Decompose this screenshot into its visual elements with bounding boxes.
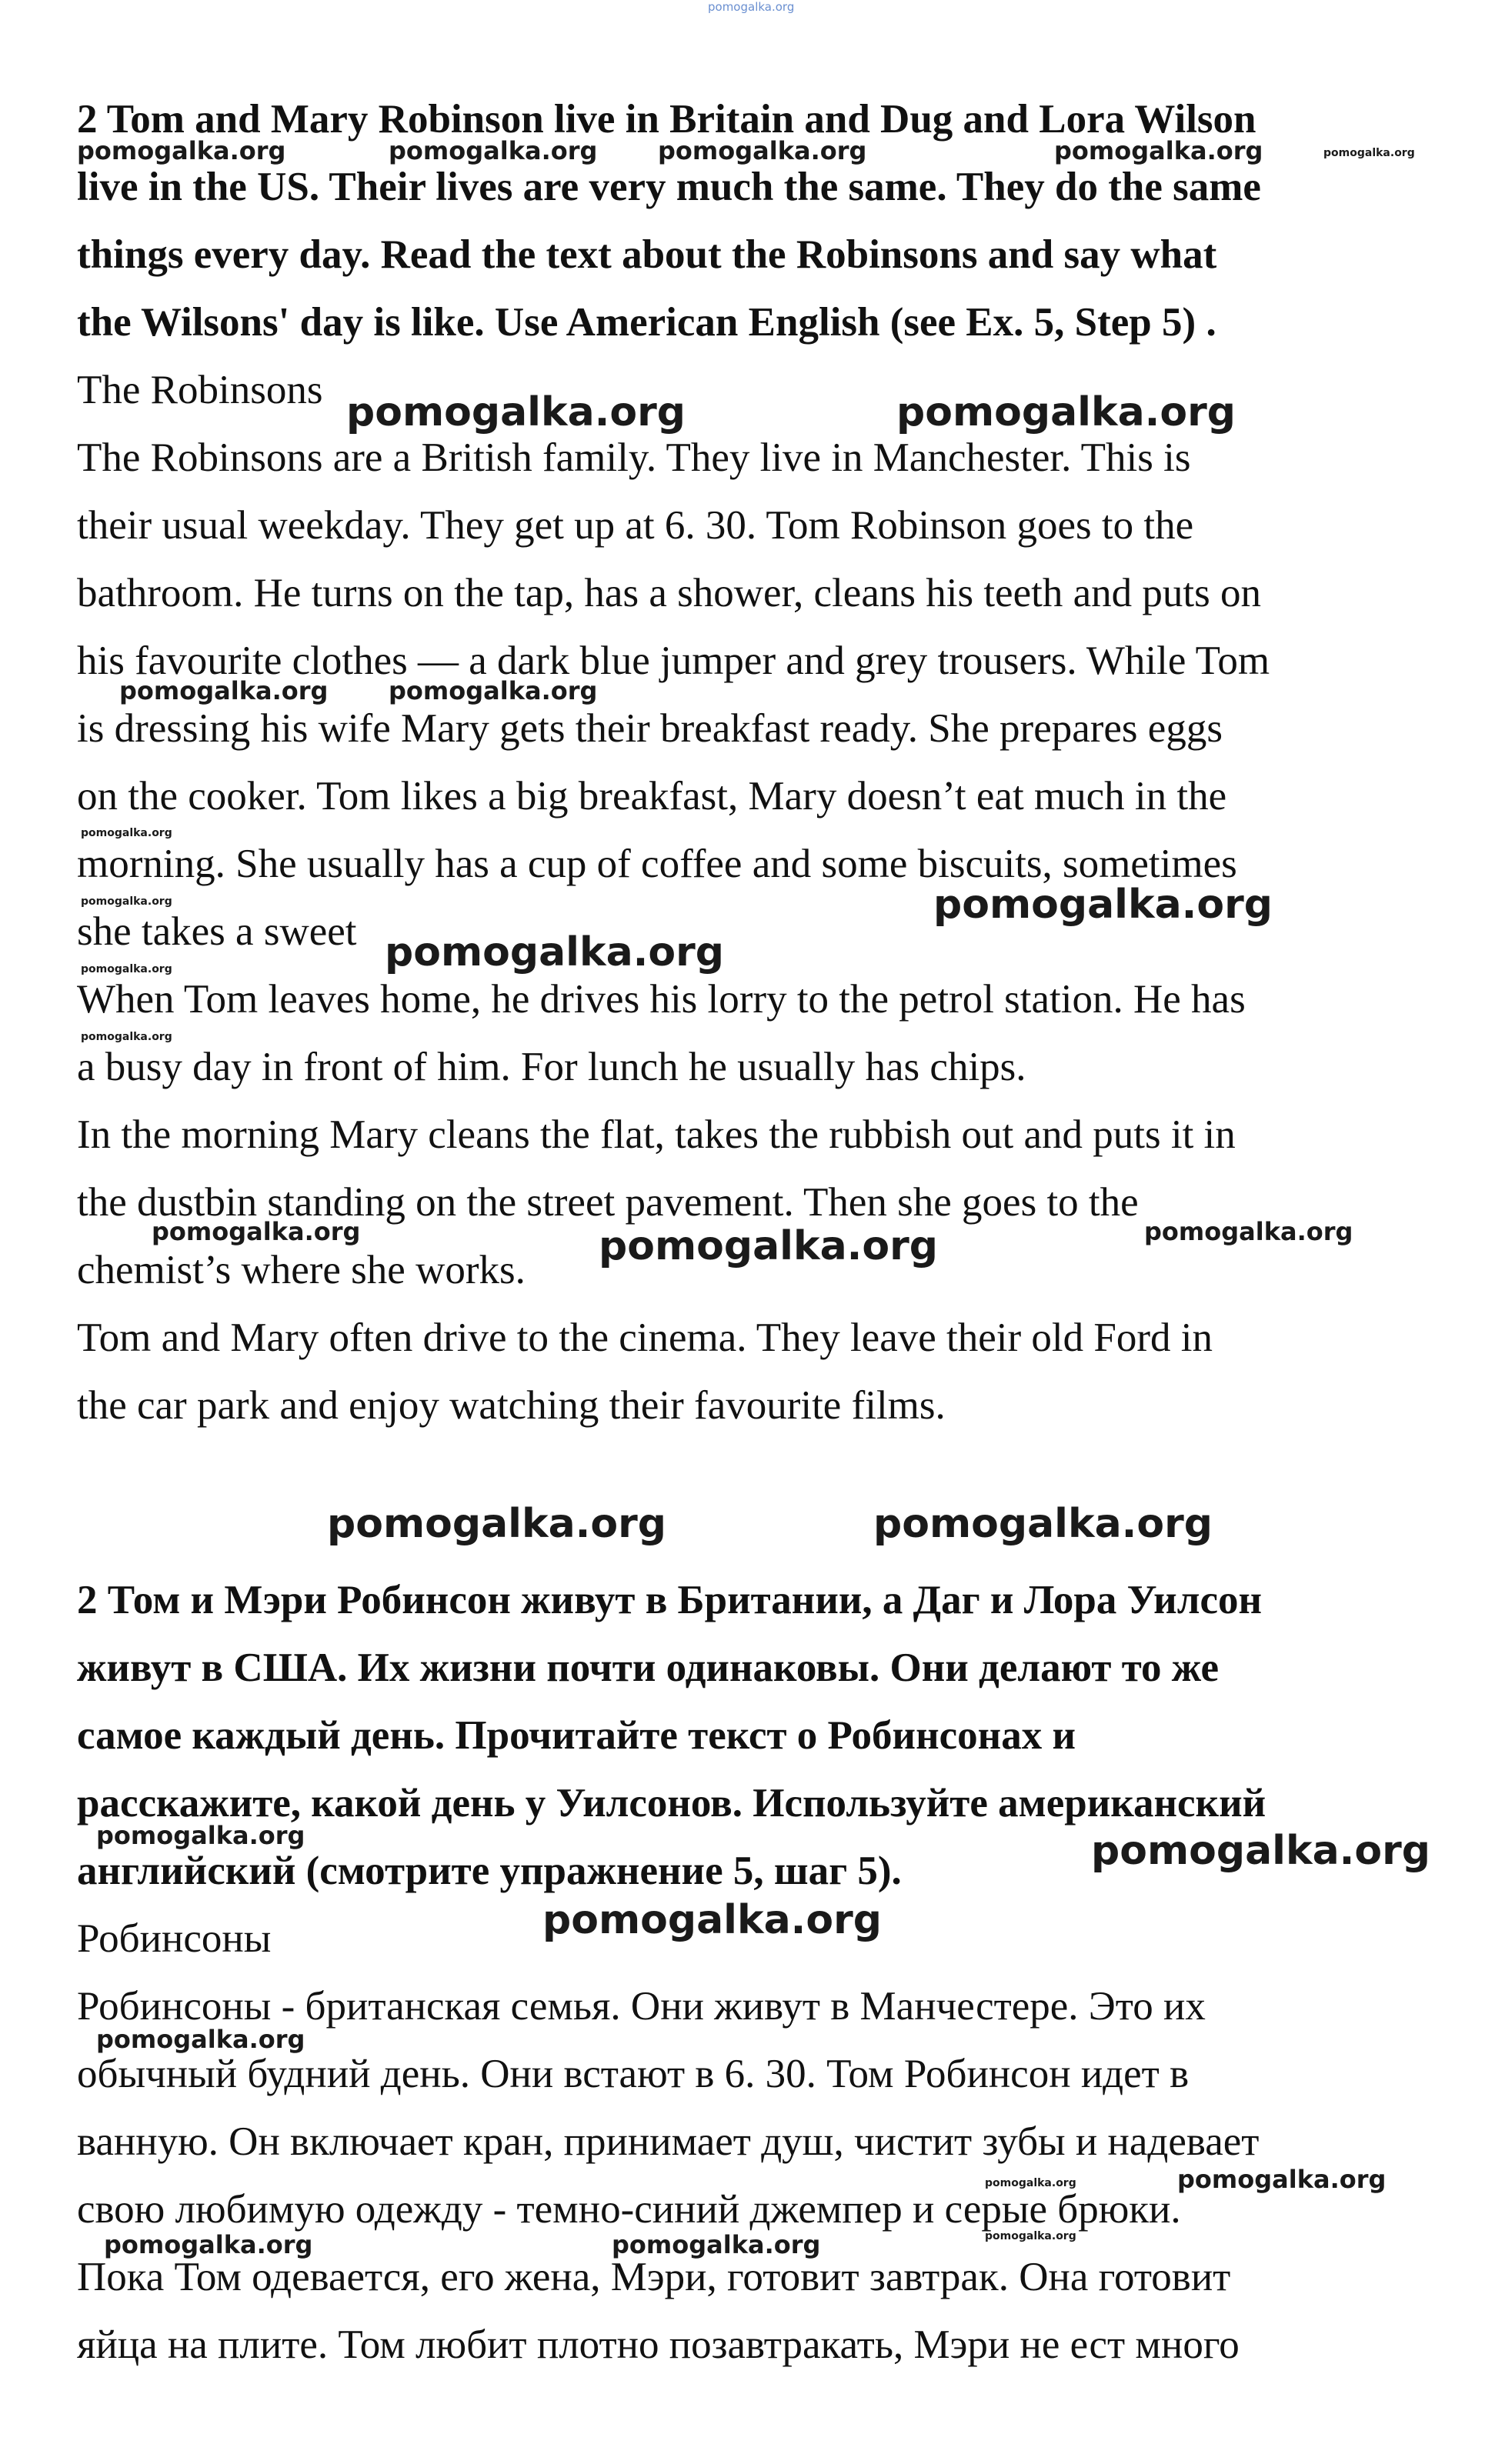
en-text-line-10: a busy day in front of him. For lunch he usually has chips.: [77, 1045, 1026, 1089]
en-text-line-7: morning. She usually has a cup of coffee and some biscuits, sometimes: [77, 842, 1237, 886]
watermark: pomogalka.org: [1091, 1828, 1431, 1874]
watermark: pomogalka.org: [389, 676, 598, 705]
ru-text-line-1: Робинсоны - британская семья. Они живут в Манчестере. Это их: [77, 1984, 1206, 2029]
watermark: pomogalka.org: [1323, 147, 1415, 159]
ru-task-line-1: 2 Том и Мэри Робинсон живут в Британии, а Даг и Лора Уилсон: [77, 1578, 1263, 1622]
en-title: The Robinsons: [77, 368, 323, 412]
watermark: pomogalka.org: [542, 1897, 883, 1943]
watermark: pomogalka.org: [1144, 1217, 1353, 1246]
ru-text-line-6: яйца на плите. Том любит плотно позавтракать, Мэри не ест много: [77, 2322, 1240, 2367]
en-text-line-12: the dustbin standing on the street pavement. Then she goes to the: [77, 1180, 1139, 1225]
en-text-line-9: When Tom leaves home, he drives his lorry to the petrol station. He has: [77, 977, 1246, 1022]
en-text-line-13: chemist’s where she works.: [77, 1248, 526, 1292]
watermark: pomogalka.org: [1177, 2165, 1387, 2194]
watermark: pomogalka.org: [612, 2230, 821, 2259]
watermark: pomogalka.org: [1054, 136, 1263, 165]
watermark: pomogalka.org: [985, 2230, 1076, 2242]
ru-task-line-5: английский (смотрите упражнение 5, шаг 5).: [77, 1849, 902, 1893]
ru-title: Робинсоны: [77, 1916, 272, 1961]
ru-text-line-5: Пока Том одевается, его жена, Мэри, готовит завтрак. Она готовит: [77, 2255, 1231, 2299]
watermark: pomogalka.org: [933, 882, 1273, 928]
watermark: pomogalka.org: [389, 136, 598, 165]
ru-task-line-4: расскажите, какой день у Уилсонов. Используйте американский: [77, 1781, 1266, 1825]
watermark: pomogalka.org: [873, 1501, 1213, 1547]
en-text-line-14: Tom and Mary often drive to the cinema. They leave their old Ford in: [77, 1315, 1213, 1360]
en-text-line-3: bathroom. He turns on the tap, has a shower, cleans his teeth and puts on: [77, 571, 1261, 615]
en-text-line-5: is dressing his wife Mary gets their breakfast ready. She prepares eggs: [77, 706, 1223, 751]
watermark: pomogalka.org: [346, 389, 686, 435]
watermark: pomogalka.org: [658, 136, 867, 165]
watermark: pomogalka.org: [119, 676, 329, 705]
ru-text-line-3: ванную. Он включает кран, принимает душ, чистит зубы и надевает: [77, 2119, 1260, 2164]
en-text-line-11: In the morning Mary cleans the flat, takes the rubbish out and puts it in: [77, 1112, 1236, 1157]
watermark: pomogalka.org: [385, 929, 725, 975]
en-task-line-1: 2 Tom and Mary Robinson live in Britain and Dug and Lora Wilson: [77, 97, 1256, 142]
en-text-line-4: his favourite clothes — a dark blue jumper and grey trousers. While Tom: [77, 639, 1270, 683]
en-text-line-15: the car park and enjoy watching their favourite films.: [77, 1383, 946, 1428]
watermark-top: pomogalka.org: [708, 0, 795, 14]
ru-task-line-2: живут в США. Их жизни почти одинаковы. Они делают то же: [77, 1645, 1220, 1690]
en-task-line-4: the Wilsons' day is like. Use American English (see Ex. 5, Step 5) .: [77, 300, 1216, 345]
watermark: pomogalka.org: [104, 2230, 313, 2259]
watermark: pomogalka.org: [77, 136, 286, 165]
watermark: pomogalka.org: [96, 1821, 305, 1850]
en-task-line-3: things every day. Read the text about the Robinsons and say what: [77, 232, 1217, 277]
watermark: pomogalka.org: [599, 1223, 939, 1269]
watermark: pomogalka.org: [81, 963, 172, 975]
en-text-line-2: their usual weekday. They get up at 6. 30. Tom Robinson goes to the: [77, 503, 1194, 548]
en-text-line-8: she takes a sweet: [77, 909, 357, 954]
watermark: pomogalka.org: [96, 2025, 305, 2054]
watermark: pomogalka.org: [896, 389, 1236, 435]
watermark: pomogalka.org: [81, 895, 172, 908]
ru-text-line-4: свою любимую одежду - темно-синий джемпер и серые брюки.: [77, 2187, 1181, 2232]
en-task-line-2: live in the US. Their lives are very much the same. They do the same: [77, 165, 1261, 209]
watermark: pomogalka.org: [152, 1217, 361, 1246]
en-text-line-6: on the cooker. Tom likes a big breakfast, Mary doesn’t eat much in the: [77, 774, 1227, 819]
watermark: pomogalka.org: [327, 1501, 667, 1547]
ru-text-line-2: обычный будний день. Они встают в 6. 30. Том Робинсон идет в: [77, 2052, 1190, 2096]
watermark: pomogalka.org: [985, 2177, 1076, 2189]
ru-task-line-3: самое каждый день. Прочитайте текст о Робинсонах и: [77, 1713, 1076, 1758]
watermark: pomogalka.org: [81, 1031, 172, 1043]
en-text-line-1: The Robinsons are a British family. They live in Manchester. This is: [77, 435, 1191, 480]
watermark: pomogalka.org: [81, 827, 172, 839]
